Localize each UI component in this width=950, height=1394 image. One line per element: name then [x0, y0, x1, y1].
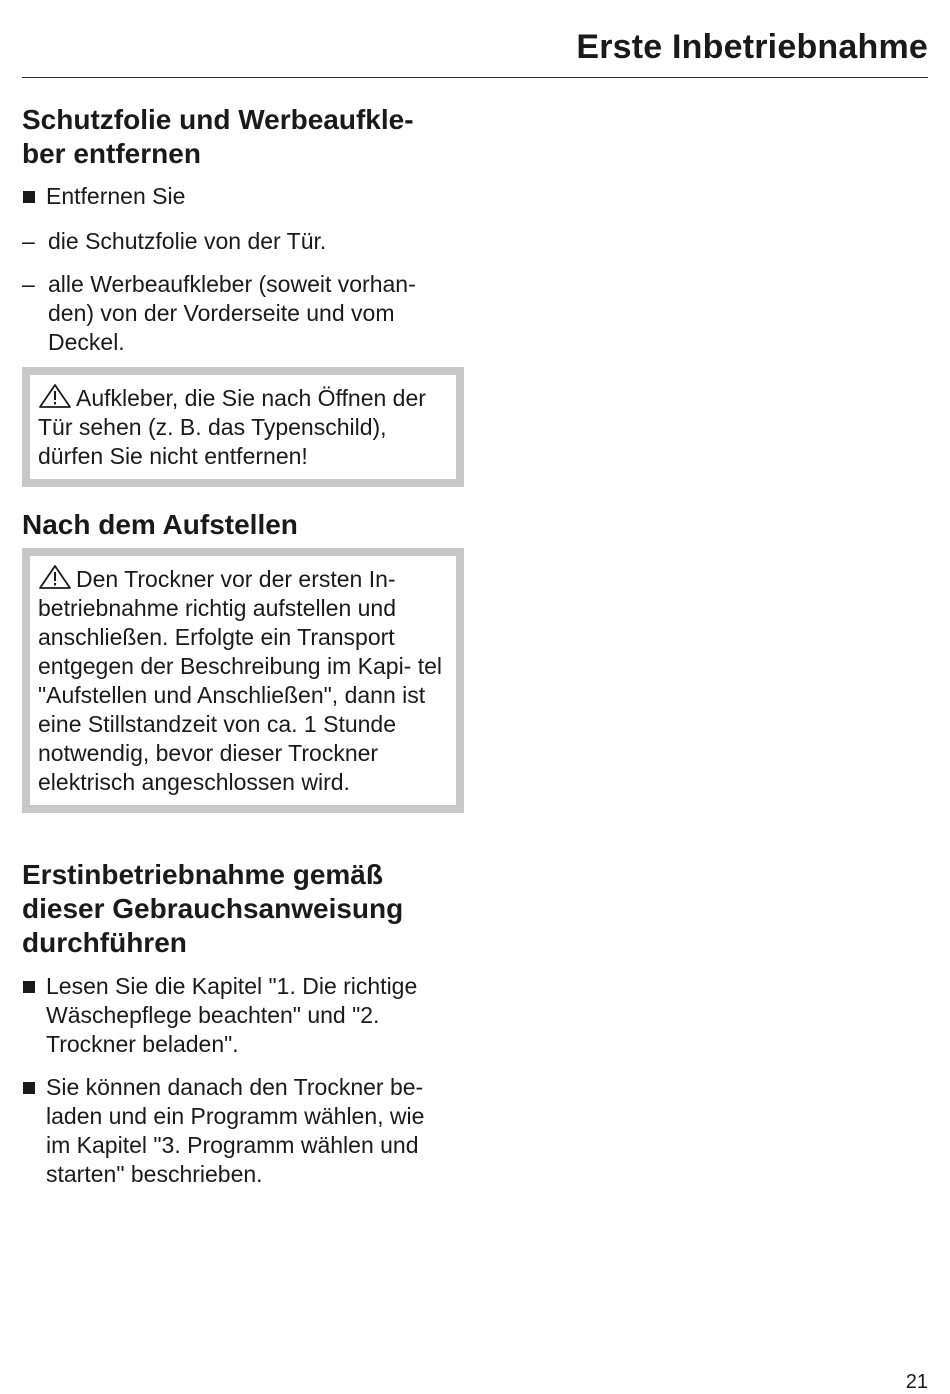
header-divider	[22, 77, 928, 78]
list-item-text: alle Werbeaufkleber (soweit vorhan- den) von der Vorderseite und vom Deckel.	[48, 271, 416, 355]
section-heading: Nach dem Aufstellen	[22, 509, 298, 540]
list-item	[22, 227, 462, 256]
page-header-title: Erste Inbetriebnahme	[576, 28, 928, 66]
list-item-text: Sie können danach den Trockner be- laden und ein Programm wählen, wie im Kapitel "3. Programm wählen und starten" beschrieben.	[46, 1074, 425, 1187]
dash-bullet: –	[22, 271, 35, 297]
dash-item-2	[22, 270, 446, 357]
warning-box-transport	[22, 548, 464, 813]
list-item-text: die Schutzfolie von der Tür.	[48, 228, 327, 254]
section-remove-film	[22, 103, 462, 171]
list-item-text: Entfernen Sie	[46, 183, 186, 209]
warning-triangle-icon	[38, 564, 72, 590]
list-item	[22, 270, 446, 357]
warning-text: Den Trockner vor der ersten In- betriebnahme richtig aufstellen und anschließen. Erfolgte ein Transport entgegen der Beschreibung im Kapi- tel "Aufstellen und Anschließen", dann ist eine Stillstandzeit von ca. 1 Stunde notwendig, bevor dieser Trockner elektrisch angeschlossen wird.	[38, 566, 443, 795]
heading-text: Schutzfolie und Werbeaufkle- ber entfernen	[22, 104, 414, 169]
warning-box-stickers	[22, 367, 464, 487]
section-heading	[22, 103, 452, 171]
warning-text: Aufkleber, die Sie nach Öffnen der Tür sehen (z. B. das Typenschild), dürfen Sie nicht entfernen!	[38, 385, 426, 469]
warning-triangle-icon	[38, 383, 72, 409]
list-item	[22, 972, 452, 1059]
list-item	[22, 182, 462, 211]
list-item	[22, 1073, 454, 1189]
dash-item-1	[22, 227, 462, 256]
list-item-text: Lesen Sie die Kapitel "1. Die richtige Wäschepflege beachten" und "2. Trockner beladen".	[46, 973, 418, 1057]
page-number: 21	[905, 1371, 928, 1393]
section-after-install	[22, 508, 462, 542]
section-heading: Erstinbetriebnahme gemäß dieser Gebrauchsanweisung durchführen	[22, 859, 404, 958]
dash-bullet: –	[22, 228, 35, 254]
warning-box	[22, 367, 464, 487]
square-bullet-icon	[22, 182, 46, 211]
section3-list-2	[22, 1073, 454, 1189]
warning-box	[22, 548, 464, 813]
section1-list	[22, 182, 462, 211]
section3-list-1	[22, 972, 452, 1059]
square-bullet-icon	[22, 1073, 46, 1102]
square-bullet-icon	[22, 972, 46, 1001]
section-first-use	[22, 858, 452, 960]
